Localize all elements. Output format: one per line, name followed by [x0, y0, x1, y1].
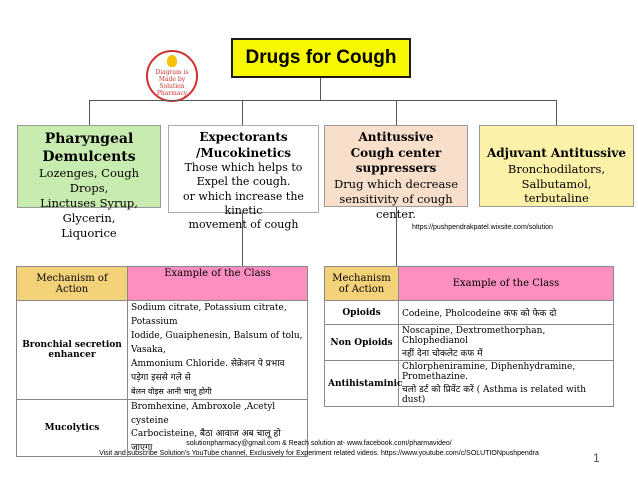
table-header-example: Example of the Class — [399, 267, 614, 301]
category-heading: Expectorants /Mucokinetics — [195, 130, 292, 160]
antitussive-mechanism-table — [324, 266, 614, 405]
bulb-icon — [167, 55, 177, 67]
connector-title-down — [320, 78, 321, 100]
category-line: Bronchodilators, Salbutamol, — [507, 161, 606, 191]
example-line: नहीं देना चोकलेट कफ में — [402, 349, 483, 359]
category-line: Linctuses Syrup, Glycerin, — [40, 196, 138, 226]
website-link[interactable]: https://pushpendrakpatel.wixsite.com/solution — [412, 224, 553, 231]
connector-2 — [242, 100, 243, 125]
category-pharyngeal-demulcents — [17, 125, 161, 241]
example-line: बेलन वोइस आनी चालू होगी — [131, 386, 212, 396]
example-line: Carbocisteine, बैठा आवाज अब चालू हो जाएगा — [131, 429, 281, 453]
example-cell — [399, 325, 614, 361]
example-line: Ammonium Chloride. सेक्रेशन पे प्रभाव पड़ेगा इससे गले से — [131, 358, 285, 383]
table-header-mechanism: Mechanism of Action — [325, 267, 399, 301]
mechanism-cell: Non Opioids — [325, 325, 399, 361]
category-line: or which increase the kinetic — [183, 189, 304, 218]
expectorant-mechanism-table — [16, 266, 308, 453]
footer-youtube: Visit and subscribe Solution's YouTube channel, Exclusively for Experiment related videos. https://www.youtube.com/c/SOLUTIONpushpendra — [99, 450, 539, 457]
connector-4 — [556, 100, 557, 125]
category-line: Lozenges, Cough Drops, — [38, 166, 140, 196]
category-line: movement of cough — [188, 218, 299, 232]
logo-text: Diagram is Made by Solution Pharmacy — [155, 69, 189, 97]
category-line: Liquorice — [61, 226, 117, 241]
page-title: Drugs for Cough — [231, 38, 411, 78]
mechanism-cell: Mucolytics — [17, 400, 128, 457]
example-cell — [128, 400, 308, 457]
connector-3 — [396, 100, 397, 125]
connector-horizontal — [89, 100, 557, 101]
category-line: terbutaline — [524, 191, 589, 206]
table-header-mechanism: Mechanism of Action — [17, 267, 128, 301]
example-cell — [399, 361, 614, 407]
mechanism-cell: Opioids — [325, 301, 399, 325]
example-line: चलो डर्ट को प्रिवेंट करें ( Asthma is related with dust) — [402, 385, 587, 405]
category-heading: Adjuvant Antitussive — [486, 146, 627, 160]
category-expectorants — [168, 125, 319, 232]
category-line: Drug which decrease — [333, 176, 459, 191]
example-cell — [128, 301, 308, 400]
category-line: sensitivity of cough center. — [339, 191, 453, 221]
solution-pharmacy-logo — [146, 50, 198, 102]
example-line: Chlorpheniramine, Diphenhydramine, Promethazine. — [402, 362, 576, 382]
table-header-example: Example of the Class — [128, 267, 308, 301]
category-line: Expel the cough. — [196, 175, 291, 189]
example-line: Bromhexine, Ambroxole ,Acetyl cysteine — [131, 402, 276, 426]
category-heading: Antitussive — [358, 130, 434, 144]
example-cell: Codeine, Pholcodeine कफ को फेक दो — [399, 301, 614, 325]
category-heading: Pharyngeal Demulcents — [42, 131, 136, 166]
category-subheading: Cough center suppressers — [350, 145, 442, 176]
example-line: Noscapine, Dextromethorphan, Chlophedianol — [402, 326, 546, 346]
category-line: Those which helps to — [184, 161, 303, 175]
page-number: 1 — [593, 451, 600, 465]
mechanism-cell: Antihistaminic — [325, 361, 399, 407]
example-line: Sodium citrate, Potassium citrate, Potassium — [131, 303, 287, 327]
category-antitussive — [324, 125, 468, 221]
connector-1 — [89, 100, 90, 125]
example-line: Iodide, Guaiphenesin, Balsum of tolu, Vasaka, — [131, 330, 303, 355]
category-adjuvant-antitussive — [479, 125, 634, 207]
mechanism-cell: Bronchial secretion enhancer — [17, 301, 128, 400]
footer-contact: solutionpharmacy@gmail.com & Reach solution at- www.facebook.com/pharmavideo/ — [186, 440, 452, 447]
